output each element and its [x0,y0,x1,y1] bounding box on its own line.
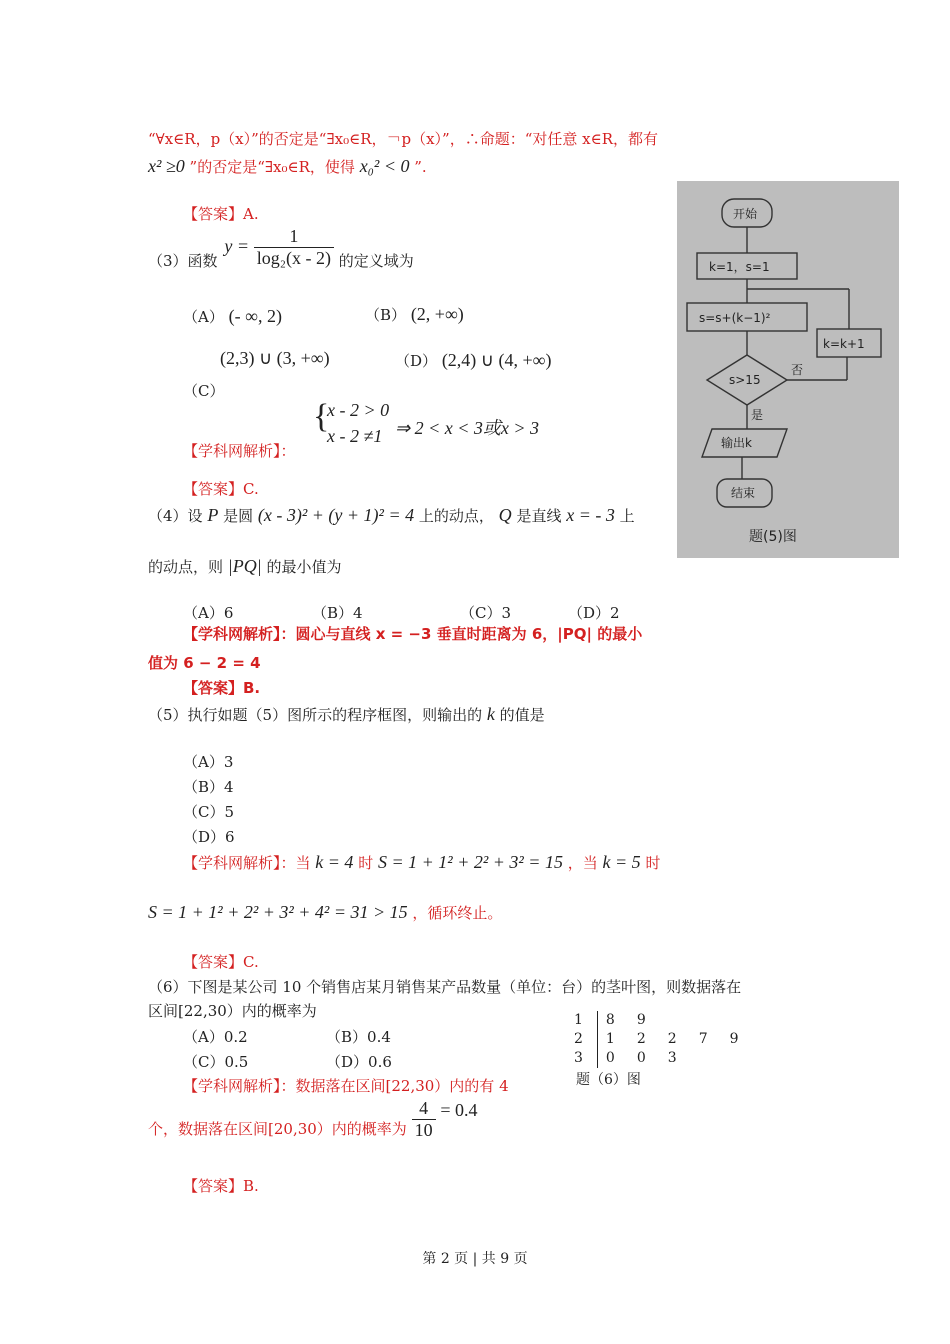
q3-option-b [365,304,464,325]
leaf-value: 0 [597,1049,636,1068]
stem-row [574,1011,761,1030]
leaf-value [699,1049,730,1068]
q3-d-value: (2,4) ∪ (4, +∞) [441,350,552,370]
flow-cond-text: s>15 [729,373,761,387]
q6-analysis-text: 个，数据落在区间[20,30）内的概率为 [148,1119,407,1138]
q3-c-value: (2,3) ∪ (3, +∞) [220,348,330,368]
answer-q2: 【答案】A. [183,205,259,223]
stem-row [574,1049,761,1068]
q3-option-a [183,306,282,327]
stem-value: 2 [574,1031,583,1047]
q5-analysis-2 [148,902,502,923]
q5-option-c: （C）5 [183,803,235,821]
q3-analysis-label: 【学科网解析】： [183,442,296,460]
q5-t-shi: 时 [358,854,374,872]
q5-k: k [486,704,495,724]
stem-caption: 题（6）图 [576,1072,641,1088]
q4-t6: 的动点，则 [148,558,224,576]
leaf-value: 9 [636,1012,646,1028]
q6-option-b: （B）0.4 [326,1028,391,1046]
flow-inc-text: k=k+1 [823,337,865,351]
q5-m1: k = 4 [315,852,354,872]
negation-line-2 [148,156,427,177]
q3-system-1: x - 2 > 0 [327,400,390,420]
q3-a-value: (- ∞, 2) [228,306,282,326]
q3-frac-den: log₂(x - 2) [256,248,332,268]
negation-text: ”的否定是“∃x₀∈R，使得 [189,158,355,176]
leaf-value [730,1011,761,1030]
q6-option-c: （C）0.5 [183,1053,249,1071]
q3-c-label: （C） [183,382,225,400]
q6-stem-1: （6）下图是某公司 10 个销售店某月销售某产品数量（单位：台）的茎叶图，则数据落在 [148,978,742,996]
q4-line: x = - 3 [566,505,615,525]
q5-stem [148,704,545,725]
q4-t4: 是直线 [516,507,562,525]
q6-frac-res: = 0.4 [440,1099,478,1120]
negation-line-1: “∀x∈R，p（x）”的否定是“∃x₀∈R，￢p（x）”，∴命题：“对任意 x∈R，都有 [148,130,659,148]
q6-frac-num: 4 [412,1098,436,1120]
q5-answer: 【答案】C. [183,953,259,971]
q4-t3: 上的动点， [418,507,494,525]
q5-t-shi-2: 时 [645,854,661,872]
q4-t2: 是圆 [223,507,254,525]
flow-start-text: 开始 [733,207,758,221]
q3-option-d [395,350,551,371]
q5-t-dang: ，当 [567,854,598,872]
q3-prefix: （3）函数 [148,251,218,270]
q5-m4: S = 1 + 1² + 2² + 3² + 4² = 31 > 15 [148,902,408,922]
leaf-value [730,1049,761,1068]
stem-value: 3 [574,1050,583,1066]
q3-stem [148,226,414,269]
q6-analysis-2 [148,1098,478,1141]
page-footer: 第 2 页 | 共 9 页 [422,1251,528,1267]
leaf-value: 1 [597,1030,636,1049]
q3-result: ⇒ 2 < x < 3或x > 3 [395,418,539,438]
q5-option-b: （B）4 [183,778,234,796]
q5-analysis-label: 【学科网解析】：当 [183,854,311,872]
q3-system-2: x - 2 ≠1 [327,426,383,446]
q4-analysis-1: 【学科网解析】：圆心与直线 x = −3 垂直时距离为 6，|PQ| 的最小 [183,625,643,643]
q3-d-label: （D） [395,352,438,370]
q4-t7: 的最小值为 [266,558,342,576]
math-x0-lt-0: x₀² < 0 [359,156,410,176]
q4-circle: (x - 3)² + (y + 1)² = 4 [257,505,415,525]
leaf-value: 2 [667,1031,677,1047]
q4-t1: （4）设 [148,507,203,525]
q6-frac-den: 10 [414,1120,433,1140]
q5-t1: （5）执行如题（5）图所示的程序框图，则输出的 [148,706,483,724]
q4-answer: 【答案】B. [183,679,261,697]
flow-yes-text: 是 [751,408,764,422]
q3-suffix: 的定义域为 [338,251,414,270]
q4-option-a: （A）6 [183,604,234,622]
leaf-value [699,1011,730,1030]
flowchart-figure [677,181,899,558]
brace-icon: { [313,398,330,435]
q4-analysis-2: 值为 6 − 2 = 4 [148,654,261,672]
q5-t-end: ，循环终止。 [412,904,503,922]
q5-t2: 的值是 [499,706,545,724]
q4-t5: 上 [619,507,635,525]
leaf-value: 0 [636,1050,646,1066]
q3-a-label: （A） [183,308,224,326]
leaf-value: 7 [698,1031,708,1047]
q4-stem-2 [148,556,341,577]
q5-m2: S = 1 + 1² + 2² + 3² = 15 [378,852,563,872]
q6-option-d: （D）0.6 [326,1053,392,1071]
flow-caption: 题(5)图 [749,529,797,545]
q4-stem-1 [148,505,635,526]
q6-option-a: （A）0.2 [183,1028,248,1046]
stem-leaf-plot [574,1011,761,1068]
stem-row [574,1030,761,1049]
q4-option-c: （C）3 [460,604,512,622]
q6-stem-2: 区间[22,30）内的概率为 [148,1002,317,1020]
negation-end: ”. [414,158,427,176]
q3-frac-num: 1 [254,226,334,248]
q5-option-a: （A）3 [183,753,234,771]
leaf-value: 2 [636,1031,646,1047]
leaf-value: 8 [597,1011,636,1030]
q3-answer: 【答案】C. [183,480,259,498]
leaf-value: 3 [667,1050,677,1066]
leaf-value [668,1011,699,1030]
q6-answer: 【答案】B. [183,1177,259,1195]
flow-output-text: 输出k [721,436,752,450]
flowchart-svg [677,181,899,558]
q3-y-eq: y = [224,235,249,256]
q5-option-d: （D）6 [183,828,235,846]
q6-analysis-1: 【学科网解析】：数据落在区间[22,30）内的有 4 [183,1077,509,1095]
q4-option-b: （B）4 [312,604,363,622]
flow-end-text: 结束 [731,486,756,500]
flow-assign-text: s=s+(k−1)² [699,311,771,325]
q3-fraction [254,226,334,269]
flow-init-text: k=1，s=1 [709,260,770,274]
q5-analysis-1 [183,852,660,873]
q6-fraction [412,1098,436,1141]
q5-m3: k = 5 [602,852,641,872]
q3-b-value: (2, +∞) [410,304,464,324]
math-x2-ge-0: x² ≥0 [148,156,185,176]
q4-P: P [207,505,219,525]
q3-b-label: （B） [365,306,407,324]
q4-Q: Q [498,505,512,525]
stem-value: 1 [574,1012,583,1028]
leaf-value: 9 [729,1031,739,1047]
q4-PQ: |PQ| [227,556,262,576]
flow-no-text: 否 [791,363,804,377]
q4-option-d: （D）2 [568,604,620,622]
